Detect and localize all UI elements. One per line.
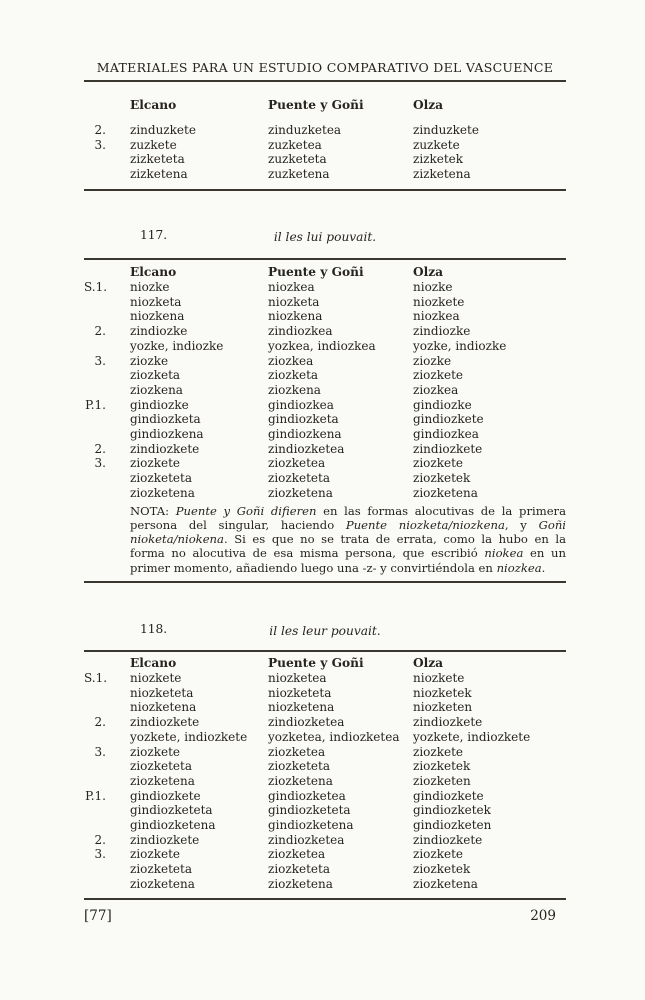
verb-form-cell: ziozketena [413, 485, 478, 500]
paradigm-row [84, 354, 566, 369]
verb-form-cell: zizketeta [130, 152, 185, 167]
paradigm-row [84, 471, 566, 486]
column-header: Elcano [130, 98, 177, 112]
verb-form-cell: zindiozkete [130, 441, 200, 456]
table-bottom-rule [84, 581, 566, 583]
paradigm-row [84, 339, 566, 354]
person-label [84, 774, 130, 789]
verb-form-cell: zindiozke [130, 324, 188, 339]
page-number: 209 [530, 908, 556, 924]
person-label: P.1. [85, 397, 106, 412]
person-label: 3. [94, 137, 106, 152]
paradigm-row [84, 398, 566, 413]
verb-form-cell: gindiozkea [268, 397, 334, 412]
person-label [84, 152, 130, 167]
verb-form-cell: gindiozketeta [268, 803, 351, 818]
verb-form-cell: zizketena [413, 167, 471, 182]
verb-form-cell: niozkea [413, 309, 460, 324]
paradigm-row [84, 745, 566, 760]
person-label [84, 700, 130, 715]
verb-form-cell: ziozketena [268, 876, 333, 891]
paradigm-row [84, 295, 566, 310]
verb-form-cell: niozkea [268, 280, 315, 294]
person-label: 2. [94, 324, 106, 339]
verb-form-cell: ziozkena [130, 382, 183, 397]
verb-form-cell: zuzketea [268, 137, 322, 152]
person-label: 3. [94, 744, 106, 759]
paradigm-row [84, 167, 566, 182]
verb-form-cell: gindiozketen [413, 818, 492, 833]
person-label [84, 339, 130, 354]
verb-form-cell: zindiozkete [413, 441, 483, 456]
verb-form-cell: gindiozke [413, 397, 472, 412]
paradigm-row [84, 818, 566, 833]
note-text-segment: en las formas alocutivas de la primera persona del singular, haciendo [130, 503, 567, 532]
person-label [84, 486, 130, 501]
verb-form-cell: zuzketena [268, 167, 330, 182]
column-header-row [84, 265, 566, 280]
verb-form-cell: niozkete [413, 294, 465, 309]
note-italic-segment: niozkea [496, 560, 542, 575]
verb-form-cell: gindiozketena [268, 818, 354, 833]
verb-form-cell: ziozketena [268, 485, 333, 500]
paradigm-table-continued [84, 98, 566, 182]
verb-form-cell: ziozkete [130, 456, 181, 471]
item-caption [84, 228, 566, 245]
person-label [84, 803, 130, 818]
header-spacer [84, 265, 130, 280]
person-label: S.1. [84, 280, 108, 294]
person-label: 3. [94, 353, 106, 368]
column-header-row [84, 98, 566, 113]
column-header: Olza [413, 656, 444, 670]
verb-form-cell: gindiozketek [413, 803, 491, 818]
column-header: Elcano [130, 265, 177, 279]
verb-form-cell: niozketeta [268, 685, 332, 700]
note-text-segment: . [541, 560, 546, 575]
verb-form-cell: ziozketena [130, 876, 195, 891]
verb-form-cell: ziozketeta [268, 471, 330, 486]
verb-form-cell: ziozkena [268, 382, 321, 397]
verb-form-cell: niozketena [268, 700, 335, 715]
verb-form-cell: niozketek [413, 685, 472, 700]
note-text-segment: . Si es que no se trata de errata, como la hubo en la forma no alocutiva de esa misma persona, que escribió [130, 532, 566, 561]
paradigm-row [84, 686, 566, 701]
paradigm-row [84, 774, 566, 789]
paradigm-item-118 [84, 622, 566, 900]
verb-form-cell: ziozketeta [130, 759, 192, 774]
paradigm-row [84, 123, 566, 138]
verb-form-cell: zuzkete [413, 137, 460, 152]
verb-form-cell: ziozketeta [130, 862, 192, 877]
verb-form-cell: ziozketea [268, 744, 326, 759]
person-label [84, 167, 130, 182]
verb-form-cell: ziozke [130, 353, 169, 368]
paradigm-row [84, 280, 566, 295]
person-label: S.1. [84, 671, 108, 685]
table-top-rule [84, 258, 566, 260]
person-label: 3. [94, 456, 106, 471]
person-label [84, 412, 130, 427]
verb-form-cell: zindiozketea [268, 441, 345, 456]
verb-form-cell: gindiozkete [413, 788, 484, 803]
verb-form-cell: ziozketeta [268, 862, 330, 877]
verb-form-cell: yozketea, indiozketea [268, 729, 400, 744]
verb-form-cell: zindiozkete [130, 715, 200, 730]
paradigm-row [84, 789, 566, 804]
paradigm-table-118 [84, 656, 566, 892]
person-label: P.1. [85, 788, 106, 803]
paradigm-row [84, 456, 566, 471]
column-header: Elcano [130, 656, 177, 670]
verb-form-cell: zizketena [130, 167, 188, 182]
verb-form-cell: niozkete [130, 671, 182, 685]
verb-form-cell: ziozketena [413, 876, 478, 891]
running-head-rule [84, 80, 566, 82]
table-bottom-rule [84, 898, 566, 900]
verb-form-cell: ziozkete [413, 847, 464, 862]
paradigm-row [84, 309, 566, 324]
verb-form-cell: ziozketek [413, 759, 471, 774]
verb-form-cell: gindiozke [130, 397, 189, 412]
verb-form-cell: gindiozketea [268, 788, 346, 803]
verb-form-cell: zindiozketea [268, 715, 345, 730]
signature-number: [77] [84, 908, 112, 924]
verb-form-cell: zindiozke [413, 324, 471, 339]
paradigm-item-117 [84, 228, 566, 583]
verb-form-cell: ziozketena [130, 485, 195, 500]
verb-form-cell: ziozketena [130, 773, 195, 788]
paradigm-row [84, 715, 566, 730]
verb-form-cell: zindiozkete [413, 715, 483, 730]
verb-form-cell: yozke, indiozke [413, 338, 507, 353]
person-label [84, 759, 130, 774]
verb-form-cell: ziozketena [268, 773, 333, 788]
verb-form-cell: ziozketea [268, 847, 326, 862]
column-header: Puente y Goñi [268, 98, 364, 112]
person-label [84, 471, 130, 486]
verb-form-cell: zuzketeta [268, 152, 327, 167]
verb-form-cell: niozketeta [130, 685, 194, 700]
verb-form-cell: niozke [130, 280, 170, 294]
paradigm-row [84, 138, 566, 153]
person-label [84, 862, 130, 877]
paradigm-row [84, 803, 566, 818]
paradigm-row [84, 412, 566, 427]
note-text-segment: en un primer momento, añadiendo luego una -z- y convirtiéndola en [130, 546, 566, 575]
page-footer [84, 908, 566, 924]
verb-form-cell: zindiozketea [268, 832, 345, 847]
verb-form-cell: ziozkea [268, 353, 314, 368]
verb-form-cell: zuzkete [130, 137, 177, 152]
item-number: 117. [140, 228, 168, 242]
verb-form-cell: zindiozkete [130, 832, 200, 847]
verb-form-cell: niozke [413, 280, 453, 294]
item-caption [84, 622, 566, 639]
column-header: Olza [413, 265, 444, 279]
verb-form-cell: ziozketek [413, 862, 471, 877]
column-header-row [84, 656, 566, 671]
verb-form-cell: gindiozketa [130, 412, 201, 427]
verb-form-cell: gindiozkete [413, 412, 484, 427]
verb-form-cell: gindiozketeta [130, 803, 213, 818]
paradigm-row [84, 730, 566, 745]
verb-form-cell: ziozkete [413, 744, 464, 759]
item-number: 118. [140, 622, 168, 636]
table-top-rule [84, 650, 566, 652]
verb-form-cell: zindiozkete [413, 832, 483, 847]
person-label [84, 686, 130, 701]
running-head-title: MATERIALES PARA UN ESTUDIO COMPARATIVO DEL VASCUENCE [96, 60, 554, 75]
verb-form-cell: niozkena [130, 309, 185, 324]
verb-form-cell: ziozketa [130, 368, 181, 383]
paradigm-row [84, 383, 566, 398]
person-label [84, 295, 130, 310]
verb-form-cell: ziozketek [413, 471, 471, 486]
verb-form-cell: gindiozkena [268, 427, 342, 442]
verb-form-cell: yozkea, indiozkea [268, 338, 376, 353]
note-italic-segment: niokea [484, 546, 524, 561]
french-gloss: il les leur pouvait. [269, 624, 381, 638]
page-top-section [84, 60, 566, 191]
paradigm-row [84, 442, 566, 457]
verb-form-cell: ziozkete [413, 368, 464, 383]
paradigm-row [84, 759, 566, 774]
verb-form-cell: zizketek [413, 152, 464, 167]
verb-form-cell: niozketa [130, 294, 182, 309]
verb-form-cell: gindiozketena [130, 818, 216, 833]
paradigm-row [84, 877, 566, 892]
paradigm-table-117 [84, 265, 566, 501]
verb-form-cell: zinduzkete [130, 123, 196, 137]
person-label: 3. [94, 847, 106, 862]
verb-form-cell: niozkete [413, 671, 465, 685]
verb-form-cell: niozketa [268, 294, 320, 309]
verb-form-cell: ziozkete [413, 456, 464, 471]
paradigm-row [84, 152, 566, 167]
paradigm-row [84, 833, 566, 848]
person-label [84, 427, 130, 442]
note-italic-segment: Puente niozketa/niozkena [345, 517, 505, 532]
verb-form-cell: niozketena [130, 700, 197, 715]
header-spacer [84, 656, 130, 671]
column-header: Olza [413, 98, 444, 112]
verb-form-cell: zindiozkea [268, 324, 333, 339]
verb-form-cell: ziozketeta [130, 471, 192, 486]
person-label: 2. [94, 715, 106, 730]
verb-form-cell: gindiozketa [268, 412, 339, 427]
paradigm-row [84, 324, 566, 339]
verb-form-cell: ziozketa [268, 368, 319, 383]
verb-form-cell: gindiozkena [130, 427, 204, 442]
note-italic-segment: Goñi nioketa/niokena [130, 517, 567, 547]
person-label [84, 877, 130, 892]
person-label: 2. [94, 123, 106, 137]
person-label [84, 368, 130, 383]
paradigm-row [84, 427, 566, 442]
person-label [84, 818, 130, 833]
note-text-segment: , y [504, 517, 539, 532]
verb-form-cell: yozkete, indiozkete [413, 729, 531, 744]
person-label [84, 383, 130, 398]
verb-form-cell: gindiozkea [413, 427, 479, 442]
person-label: 2. [94, 441, 106, 456]
column-header: Puente y Goñi [268, 265, 364, 279]
note-italic-segment: Puente y Goñi difieren [175, 503, 317, 518]
verb-form-cell: ziozkea [413, 382, 459, 397]
person-label: 2. [94, 832, 106, 847]
paradigm-row [84, 486, 566, 501]
verb-form-cell: yozke, indiozke [130, 338, 224, 353]
verb-form-cell: niozketen [413, 700, 473, 715]
paradigm-row [84, 700, 566, 715]
verb-form-cell: ziozketen [413, 773, 471, 788]
french-gloss: il les lui pouvait. [273, 230, 377, 244]
verb-form-cell: ziozketeta [268, 759, 330, 774]
paradigm-row [84, 671, 566, 686]
verb-form-cell: zinduzketea [268, 123, 342, 137]
verb-form-cell: ziozkete [130, 847, 181, 862]
person-label [84, 730, 130, 745]
verb-form-cell: niozketea [268, 671, 327, 685]
table-bottom-rule [84, 189, 566, 191]
column-header: Puente y Goñi [268, 656, 364, 670]
verb-form-cell: zinduzkete [413, 123, 479, 137]
paradigm-row [84, 368, 566, 383]
verb-form-cell: ziozketea [268, 456, 326, 471]
verb-form-cell: gindiozkete [130, 788, 201, 803]
verb-form-cell: ziozkete [130, 744, 181, 759]
paradigm-row [84, 862, 566, 877]
verb-form-cell: ziozke [413, 353, 452, 368]
verb-form-cell: niozkena [268, 309, 323, 324]
paradigm-row [84, 847, 566, 862]
nota-paragraph [130, 504, 566, 575]
verb-form-cell: yozkete, indiozkete [130, 729, 248, 744]
note-text-segment: NOTA: [130, 503, 176, 518]
person-label [84, 309, 130, 324]
header-spacer [84, 98, 130, 113]
